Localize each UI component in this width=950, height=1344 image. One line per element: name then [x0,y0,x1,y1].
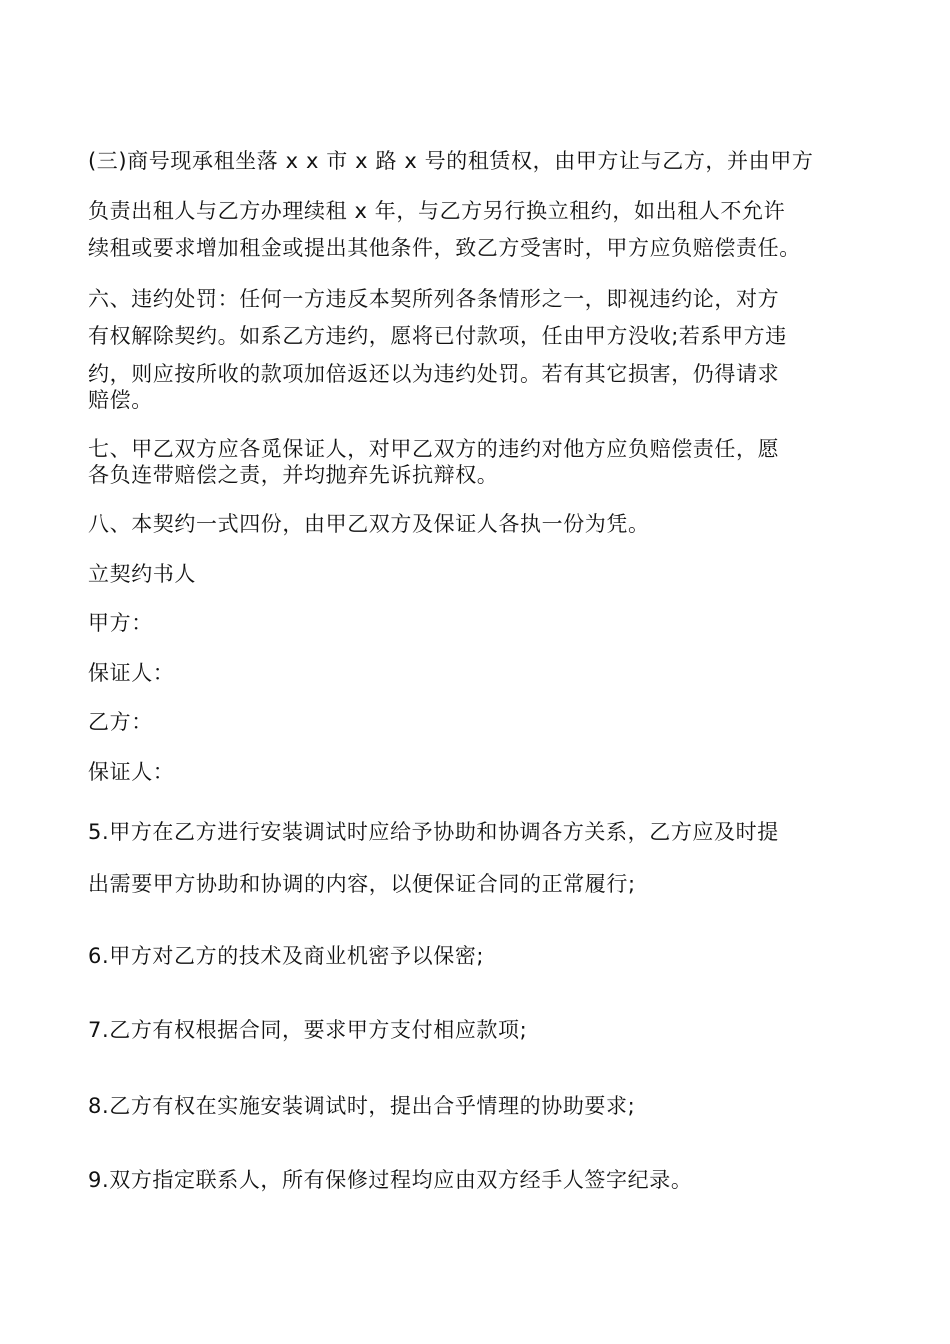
guarantor-a-label: 保证人： [88,661,175,685]
text-line-2: 负责出租人与乙方办理续租 x 年，与乙方另行换立租约，如出租人不允许 [88,199,786,223]
guarantor-b-label: 保证人： [88,760,175,784]
party-a-label: 甲方： [88,611,153,635]
text-line-9: 各负连带赔偿之责，并均抛弃先诉抗辩权。 [88,463,499,487]
clause-6: 6.甲方对乙方的技术及商业机密予以保密; [88,944,485,968]
clause-8: 8.乙方有权在实施安装调试时，提出合乎情理的协助要求; [88,1094,636,1118]
clause-7: 7.乙方有权根据合同，要求甲方支付相应款项; [88,1018,528,1042]
party-b-label: 乙方： [88,710,153,734]
text-line-7: 赔偿。 [88,388,153,412]
clause-5-line-2: 出需要甲方协助和协调的内容，以便保证合同的正常履行; [88,872,636,896]
clause-5-line-1: 5.甲方在乙方进行安装调试时应给予协助和协调各方关系，乙方应及时提 [88,820,779,844]
text-line-10: 八、本契约一式四份，由甲乙双方及保证人各执一份为凭。 [88,512,650,536]
signatory-heading: 立契约书人 [88,562,196,586]
clause-9: 9.双方指定联系人，所有保修过程均应由双方经手人签字纪录。 [88,1168,693,1192]
text-line-3: 续租或要求增加租金或提出其他条件，致乙方受害时，甲方应负赔偿责任。 [88,236,801,260]
text-line-5: 有权解除契约。如系乙方违约，愿将已付款项，任由甲方没收;若系甲方违 [88,324,787,348]
text-line-1: (三)商号现承租坐落 x x 市 x 路 x 号的租赁权，由甲方让与乙方，并由甲方 [88,149,814,173]
text-line-8: 七、甲乙双方应各觅保证人，对甲乙双方的违约对他方应负赔偿责任，愿 [88,437,780,461]
text-line-6: 约，则应按所收的款项加倍返还以为违约处罚。若有其它损害，仍得请求 [88,362,780,386]
text-line-4: 六、违约处罚：任何一方违反本契所列各条情形之一，即视违约论，对方 [88,287,780,311]
